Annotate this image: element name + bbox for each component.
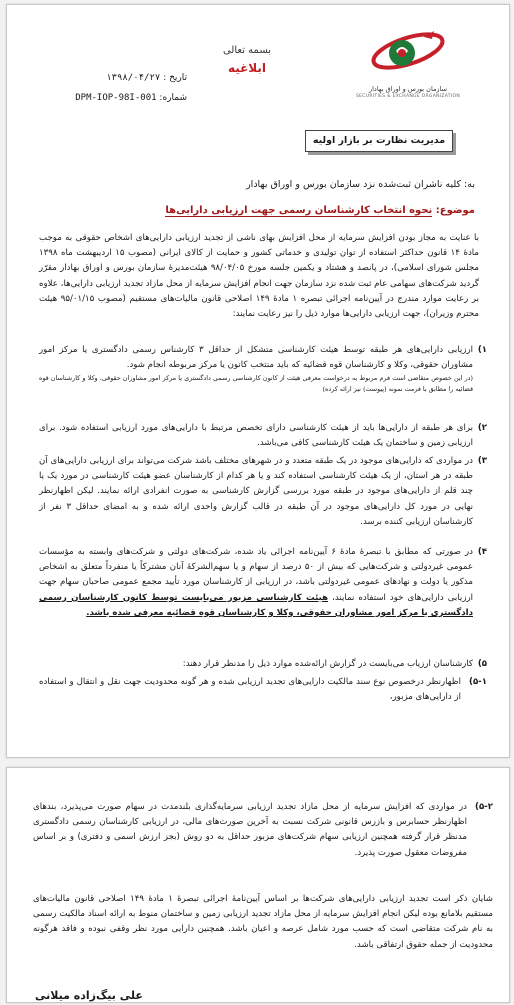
item-number: ۳): [477, 456, 487, 466]
item-number: ۲): [477, 423, 487, 433]
item-number: ۵-۲): [475, 802, 493, 812]
item-number: ۵): [477, 659, 487, 669]
list-item-2: [39, 421, 487, 451]
department-box: مدیریت نظارت بر بازار اولیه: [305, 130, 453, 152]
seo-logo-icon: [362, 23, 454, 83]
list-item-5-2: [33, 800, 493, 861]
date-row: [47, 73, 187, 83]
list-item-1: [39, 343, 487, 395]
date-value: ۱۳۹۸/۰۴/۲۷: [106, 73, 161, 83]
number-value: DPM-IOP-98I-001: [75, 93, 157, 103]
item-number: ۵-۱): [469, 677, 487, 687]
list-item-5-1: [39, 675, 487, 705]
closing-text: شایان ذکر است تجدید ارزیابی دارایی‌های شرکت‌ها بر اساس آیین‌نامهٔ اجرائی تبصرهٔ ۱ مادهٔ ۱۴۹ اصلاحی قانون مالیات‌های مستقیم بلامانع بوده لیکن انجام افزایش سرمایه از محل مازاد تجدید ارزیابی زمین و ساختمان منوط به ارائه اسناد مالکیت رسمی به نام شرکت متقاضی است که حسب مورد شامل عرصه و اعیان باشد. همچنین دارایی مورد نظر وقفی نبوده و فاقد هرگونه محدودیت از جمله حقوق ارتفاقی باشد.: [33, 894, 493, 950]
org-name-fa: سازمان بورس و اوراق بهادار: [368, 85, 447, 93]
recipient-line: به: کلیه ناشران ثبت‌شده نزد سازمان بورس و اوراق بهادار: [246, 179, 475, 190]
letter-page-2: [6, 767, 510, 1003]
letter-page-1: [6, 4, 510, 758]
item-text: برای هر طبقه از دارایی‌ها باید از هیئت کارشناسی دارای تخصص مرتبط با دارایی‌های مورد ارزیابی استفاده شود. برای ارزیابی زمین و ساختمان یک هیئت کارشناسی کافی می‌باشد.: [39, 423, 473, 449]
item-text: در مواردی که دارایی‌های موجود در یک طبقه متعدد و در شهرهای مختلف باشد شرکت می‌تواند برای ارزیابی دارایی‌های آن طبقه در هر استان، از یک هیئت کارشناسی استفاده کند و یا هر کدام از کارشناسان عضو هیئت کارشناسی در مورد یک یا چند قلم از دارایی‌های موجود در طبقه مورد بررسی گزارش کارشناسی به صورت انفرادی ارائه نمایند. لیکن اظهارنظر نهایی در مورد کل دارایی‌های موجود در آن طبقه در قالب گزارش واحدی ارائه شده و به امضای حداقل ۳ نفر از کارشناسان ارزیابی کننده برسد.: [39, 456, 474, 527]
item-text: ارزیابی دارایی‌های هر طبقه توسط هیئت کارشناسی متشکل از حداقل ۳ کارشناس رسمی دادگستری یا مرکز امور مشاوران حقوقی، وکلا و کارشناسان قوه قضائیه که باید منتخب کانون یا مرکز مربوطه انجام شود.: [39, 345, 473, 371]
date-label: تاریخ :: [163, 73, 187, 83]
list-item-5: [39, 657, 487, 672]
closing-paragraph: [33, 892, 493, 953]
signature-name: علی بیگ‌زاده میلانی: [35, 989, 143, 1002]
item-text: در مواردی که افزایش سرمایه از محل مازاد تجدید ارزیابی سرمایه‌گذاری بلندمدت در سهام صورت می‌پذیرد، بندهای اظهارنظر حسابرس و بازرس قانونی شرکت نسبت به آخرین صورت‌های مالی، در ارزیابی کارشناسان رسمی دادگستری مدنظر قرار گرفته همچنین ارزیابی سهام شرکت‌های مزبور حداقل به دو روش (بجز ارزش اسمی و دفتری) و بر اساس مفروضات معقول صورت پذیرد.: [33, 802, 467, 858]
intro-paragraph: [39, 231, 479, 322]
item-4-text: در صورتی که مطابق با تبصرهٔ مادهٔ ۶ آیین‌نامه اجرائی یاد شده، شرکت‌های دولتی و شرکت‌های وابسته به مؤسسات عمومی غیردولتی و شرکت‌هایی که بیش از ۵۰ درصد از سهام و یا سهم‌الشرکهٔ آنان مشترکاً یا منفرداً متعلق به اشخاص مذکور یا دولت و نهادهای عمومی غیردولتی باشد، در ارزیابی از کارشناسان مورد تأیید مجمع عمومی صاحبان سهام جهت ارزیابی دارایی‌های خود استفاده نمایند،: [39, 547, 474, 603]
item-note: (در این خصوص متقاضی است فرم مربوط به درخواست معرفی هیئت از کانون کارشناسی رسمی دادگستری یا مرکز امور مشاوران حقوقی، وکلا و کارشناسان قوه قضائیه را مطابق با فرمت نمونه (پیوست) نیز ارائه کرده): [39, 374, 473, 394]
ablagh-label: ابلاغیه: [227, 61, 267, 75]
subject-label: موضوع:: [435, 205, 475, 216]
item-text: کارشناسان ارزیاب می‌بایست در گزارش ارائه‌شده موارد ذیل را مدنظر قرار دهند:: [182, 659, 473, 669]
number-row: [25, 93, 187, 103]
item-number: ۱): [477, 345, 487, 355]
item-text: اظهارنظر درخصوص نوع سند مالکیت دارایی‌های تجدید ارزیابی شده و هر گونه محدودیت جهت نقل و انتقال و استفاده از دارایی‌های مزبور،: [39, 677, 461, 703]
intro-text: با عنایت به مجاز بودن افزایش سرمایه از محل افزایش بهای ناشی از تجدید ارزیابی دارایی‌های اشخاص حقوقی به موجب مادهٔ ۱۴ قانون حداکثر استفاده از توان تولیدی و خدماتی کشور و حمایت از کالای ایرانی (مصوب ۱۵ اردیبهشت ماه ۱۳۹۸ مجلس شورای اسلامی)، در پانصد و هشتاد و یکمین جلسه مورخ ۹۸/۰۴/۰۵ هیئت‌مدیرهٔ سازمان بورس و اوراق بهادار مقرّر گردید شرکت‌های سهامی عام ثبت شده نزد سازمان جهت انجام افزایش سرمایه از محل مازاد تجدید ارزیابی دارایی‌ها، علاوه بر رعایت موارد مندرج در آیین‌نامه اجرائی تبصره ۱ مادهٔ ۱۴۹ اصلاحی قانون مالیات‌های مستقیم (مصوب ۹۵/۰۱/۱۵ هیئت محترم وزیران)، جهت ارزیابی دارایی‌ها موارد ذیل را نیز رعایت نمایند:: [39, 233, 479, 320]
list-item-3: [39, 454, 487, 530]
item-4-emphasis: هیئت کارشناسی مزبور می‌بایست توسط کانون کارشناسان رسمی دادگستری یا مرکز امور مشاوران حقوقی، وکلا و کارشناسان قوه قضائیه معرفی شده باشد.: [39, 592, 473, 618]
org-name-en: SECURITIES & EXCHANGE ORGANIZATION: [356, 94, 460, 99]
item-text: [39, 545, 473, 621]
subject-text: نحوه انتخاب کارشناسان رسمی جهت ارزیابی دارایی‌ها: [165, 205, 433, 216]
list-item-4: [39, 545, 487, 621]
subject-line: [35, 205, 475, 216]
item-number: ۴): [477, 547, 487, 557]
number-label: شماره:: [159, 93, 187, 103]
bismillah-text: بسمه تعالی: [222, 45, 272, 56]
